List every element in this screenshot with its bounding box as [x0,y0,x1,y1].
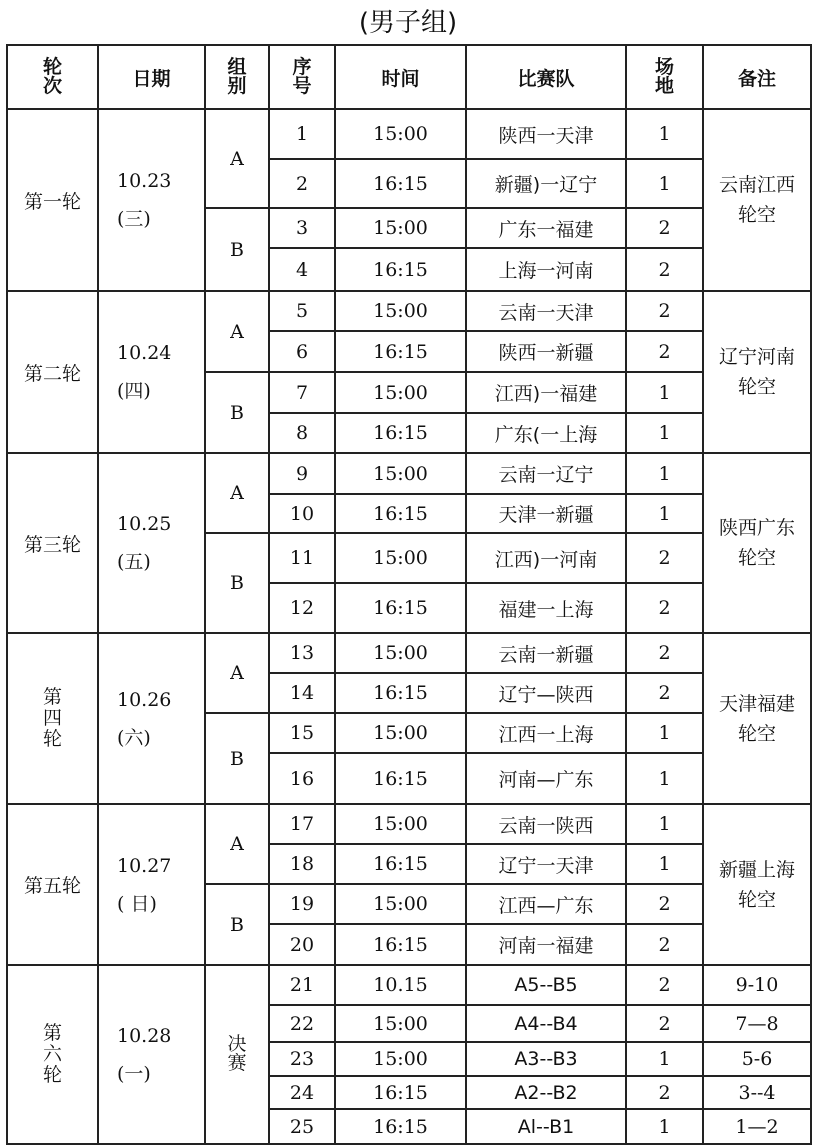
match-time: 16:15 [335,673,466,713]
match-teams: 河南一福建 [466,924,626,965]
match-venue: 2 [626,1076,703,1109]
match-teams: Al--B1 [466,1109,626,1144]
placement-note: 9-10 [703,965,811,1005]
match-teams: 辽宁一天津 [466,844,626,884]
match-no: 23 [269,1042,335,1076]
match-no: 17 [269,804,335,844]
match-teams: 陕西一天津 [466,109,626,159]
match-teams: A4--B4 [466,1005,626,1042]
group-cell: B [205,713,269,804]
match-venue: 2 [626,884,703,924]
match-teams: 辽宁—陕西 [466,673,626,713]
header-note: 备注 [703,45,811,109]
match-venue: 2 [626,965,703,1005]
match-no: 21 [269,965,335,1005]
match-venue: 2 [626,633,703,673]
table-row [7,965,811,1005]
match-time: 16:15 [335,844,466,884]
match-no: 3 [269,208,335,248]
header-row [7,45,811,109]
group-cell: 决赛 [205,965,269,1144]
match-time: 15:00 [335,633,466,673]
match-venue: 1 [626,1109,703,1144]
match-time: 15:00 [335,453,466,494]
placement-note: 3--4 [703,1076,811,1109]
match-time: 16:15 [335,248,466,291]
match-venue: 1 [626,159,703,208]
group-cell: A [205,453,269,533]
table-row [7,804,811,844]
match-time: 15:00 [335,713,466,753]
match-time: 15:00 [335,533,466,583]
header-date: 日期 [98,45,205,109]
match-teams: A5--B5 [466,965,626,1005]
match-venue: 1 [626,844,703,884]
match-venue: 2 [626,924,703,965]
match-venue: 1 [626,453,703,494]
match-no: 5 [269,291,335,331]
round-cell: 第三轮 [7,453,98,633]
match-time: 15:00 [335,208,466,248]
match-venue: 2 [626,673,703,713]
placement-note: 5-6 [703,1042,811,1076]
match-teams: A3--B3 [466,1042,626,1076]
match-venue: 2 [626,533,703,583]
group-cell: A [205,109,269,208]
match-no: 15 [269,713,335,753]
match-time: 15:00 [335,1042,466,1076]
match-no: 18 [269,844,335,884]
match-teams: 新疆)一辽宁 [466,159,626,208]
match-time: 16:15 [335,413,466,453]
match-no: 20 [269,924,335,965]
match-no: 4 [269,248,335,291]
bye-note: 天津福建 轮空 [703,633,811,804]
match-teams: 江西—广东 [466,884,626,924]
bye-note: 云南江西 轮空 [703,109,811,291]
match-time: 15:00 [335,884,466,924]
match-time: 16:15 [335,1076,466,1109]
match-teams: 广东一福建 [466,208,626,248]
match-venue: 1 [626,713,703,753]
match-teams: 江西)一福建 [466,372,626,413]
group-cell: A [205,633,269,713]
match-no: 10 [269,494,335,533]
match-teams: 广东(一上海 [466,413,626,453]
header-venue: 场地 [626,45,703,109]
match-time: 15:00 [335,372,466,413]
table-row [7,109,811,159]
date-cell: 10.27 ( 日) [98,804,205,965]
match-venue: 2 [626,1005,703,1042]
header-time: 时间 [335,45,466,109]
round-cell: 第六轮 [7,965,98,1144]
match-no: 11 [269,533,335,583]
match-time: 16:15 [335,494,466,533]
match-teams: 陕西一新疆 [466,331,626,372]
match-venue: 2 [626,208,703,248]
match-teams: 云南一天津 [466,291,626,331]
match-no: 6 [269,331,335,372]
match-time: 15:00 [335,109,466,159]
match-teams: 福建一上海 [466,583,626,633]
match-time: 16:15 [335,1109,466,1144]
group-cell: B [205,884,269,965]
group-cell: B [205,208,269,291]
date-cell: 10.25 (五) [98,453,205,633]
match-venue: 1 [626,372,703,413]
match-no: 9 [269,453,335,494]
match-teams: 云南一新疆 [466,633,626,673]
group-cell: A [205,804,269,884]
match-time: 15:00 [335,291,466,331]
match-time: 15:00 [335,1005,466,1042]
schedule-table [6,44,812,1145]
match-venue: 1 [626,753,703,804]
match-time: 16:15 [335,924,466,965]
match-teams: A2--B2 [466,1076,626,1109]
match-no: 25 [269,1109,335,1144]
bye-note: 陕西广东 轮空 [703,453,811,633]
match-time: 16:15 [335,159,466,208]
match-venue: 2 [626,248,703,291]
match-no: 12 [269,583,335,633]
match-venue: 2 [626,583,703,633]
placement-note: 1—2 [703,1109,811,1144]
round-cell: 第四轮 [7,633,98,804]
header-group: 组别 [205,45,269,109]
round-cell: 第一轮 [7,109,98,291]
match-venue: 1 [626,1042,703,1076]
round-cell: 第五轮 [7,804,98,965]
match-no: 14 [269,673,335,713]
match-teams: 江西一上海 [466,713,626,753]
date-cell: 10.26 (六) [98,633,205,804]
match-no: 24 [269,1076,335,1109]
match-teams: 河南—广东 [466,753,626,804]
group-cell: B [205,372,269,453]
match-teams: 云南一辽宁 [466,453,626,494]
match-teams: 上海一河南 [466,248,626,291]
match-no: 22 [269,1005,335,1042]
match-teams: 云南一陕西 [466,804,626,844]
match-time: 16:15 [335,583,466,633]
group-cell: B [205,533,269,633]
date-cell: 10.24 (四) [98,291,205,453]
table-row [7,453,811,494]
match-venue: 1 [626,494,703,533]
match-venue: 1 [626,109,703,159]
match-venue: 2 [626,331,703,372]
match-venue: 1 [626,413,703,453]
date-cell: 10.23 (三) [98,109,205,291]
group-cell: A [205,291,269,372]
header-teams: 比赛队 [466,45,626,109]
bye-note: 新疆上海 轮空 [703,804,811,965]
match-time: 15:00 [335,804,466,844]
match-no: 19 [269,884,335,924]
table-row [7,291,811,331]
placement-note: 7—8 [703,1005,811,1042]
match-venue: 2 [626,291,703,331]
round-cell: 第二轮 [7,291,98,453]
match-no: 1 [269,109,335,159]
match-no: 8 [269,413,335,453]
match-no: 2 [269,159,335,208]
bye-note: 辽宁河南 轮空 [703,291,811,453]
page-title: (男子组) [358,8,458,38]
match-time: 10.15 [335,965,466,1005]
header-no: 序号 [269,45,335,109]
match-time: 16:15 [335,753,466,804]
match-no: 16 [269,753,335,804]
table-row [7,633,811,673]
match-no: 13 [269,633,335,673]
header-round: 轮次 [7,45,98,109]
match-time: 16:15 [335,331,466,372]
match-no: 7 [269,372,335,413]
match-venue: 1 [626,804,703,844]
date-cell: 10.28 (一) [98,965,205,1144]
match-teams: 江西)一河南 [466,533,626,583]
match-teams: 天津一新疆 [466,494,626,533]
